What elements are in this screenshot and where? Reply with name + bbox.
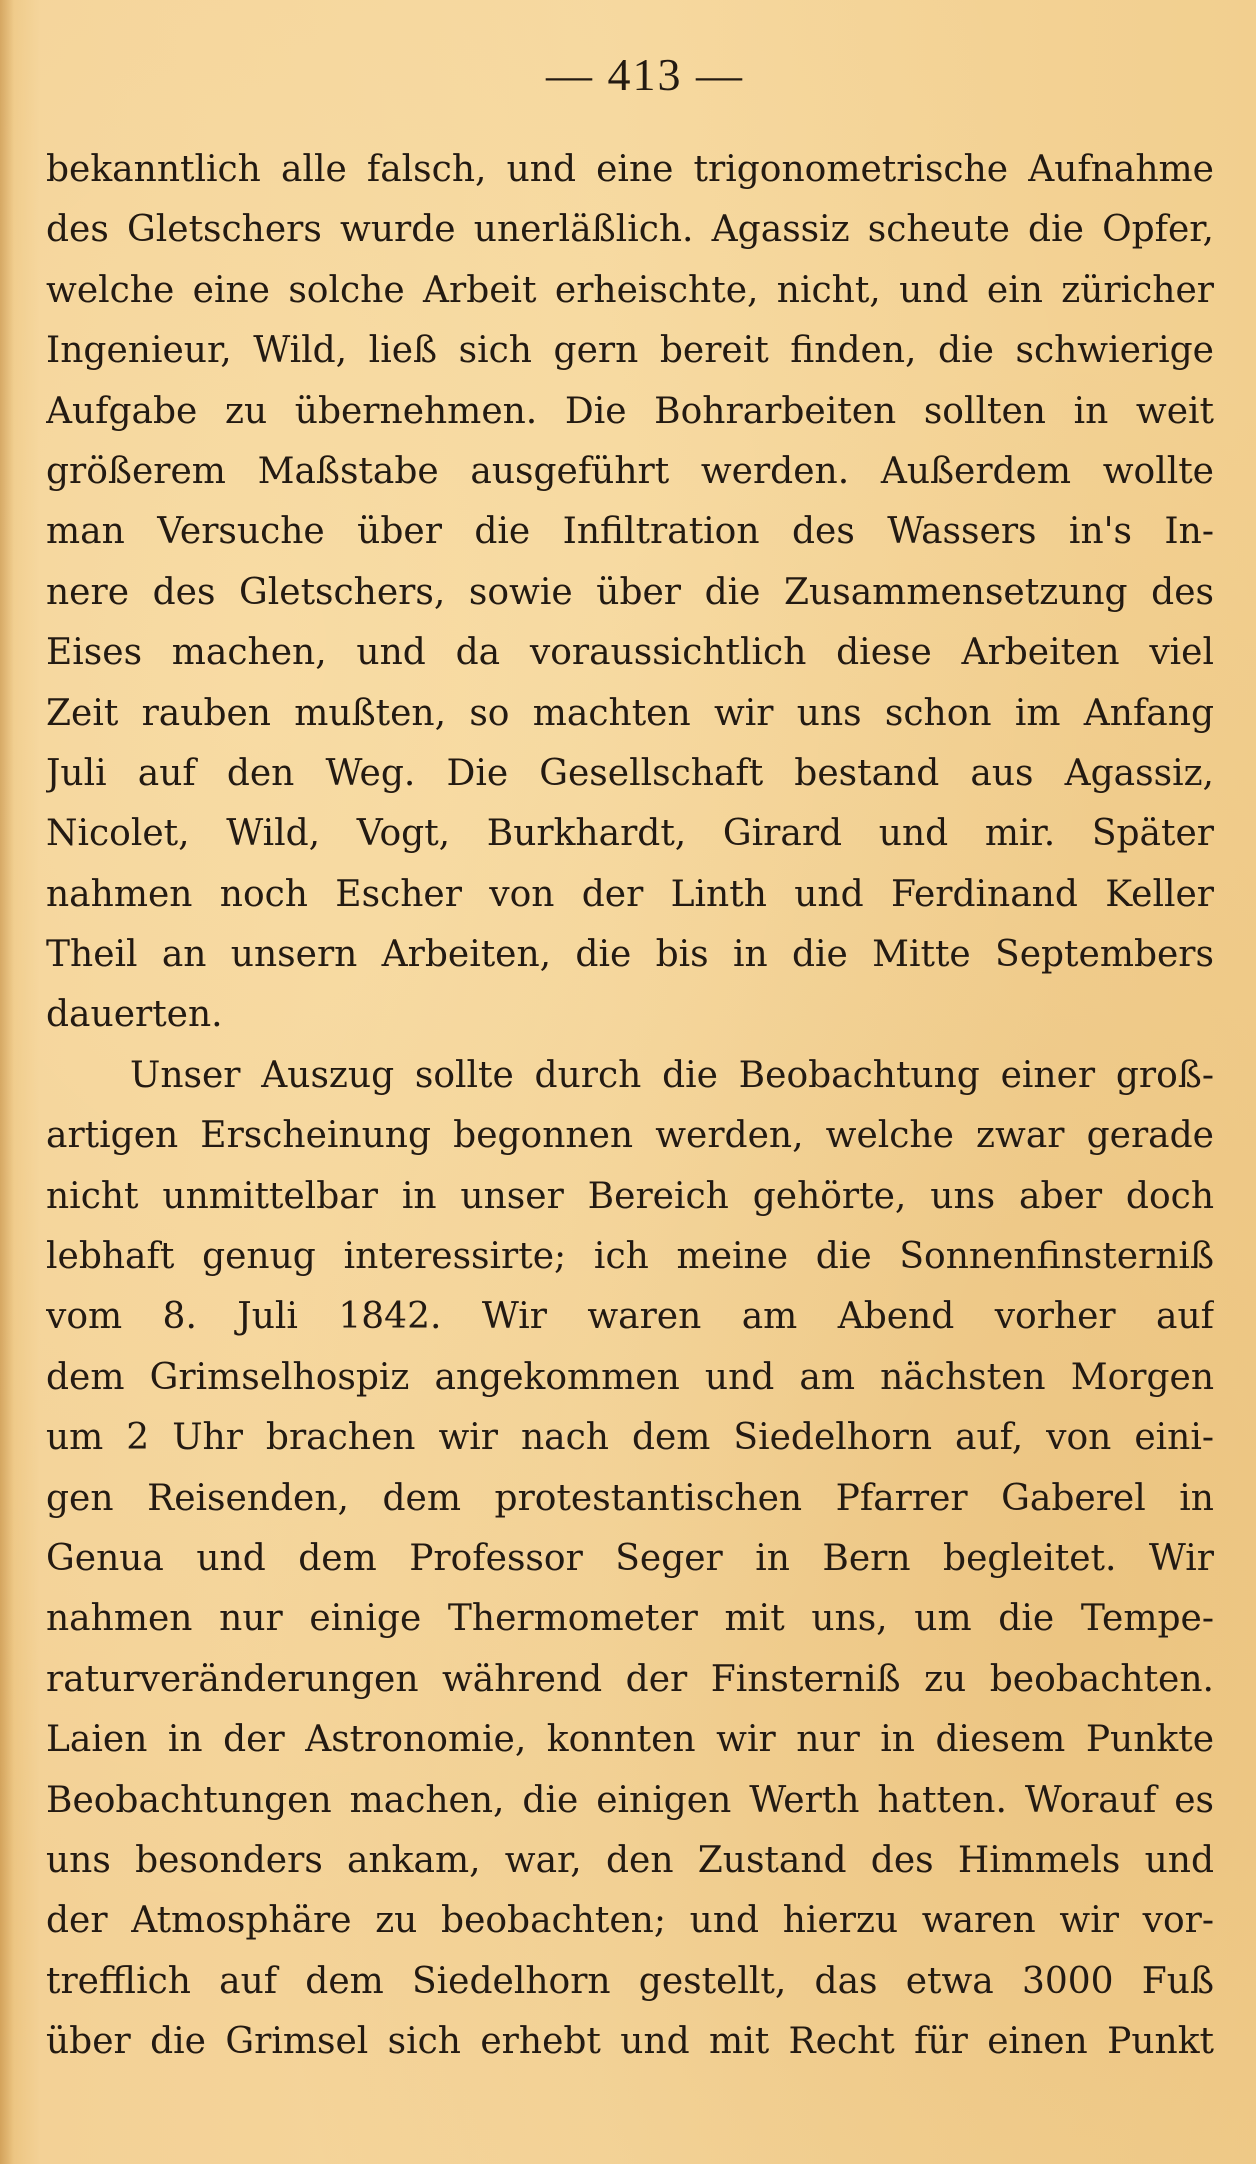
- text-line: Zeit rauben mußten, so machten wir uns schon im Anfang: [46, 692, 1214, 734]
- text-line: Ingenieur, Wild, ließ sich gern bereit finden, die schwierige: [46, 330, 1214, 372]
- text-line: um 2 Uhr brachen wir nach dem Siedelhorn auf, von eini-: [46, 1417, 1214, 1459]
- text-line: nahmen nur einige Thermometer mit uns, um die Tempe-: [46, 1598, 1214, 1640]
- text-line: lebhaft genug interessirte; ich meine die Sonnenfinsterniß: [46, 1236, 1214, 1278]
- text-line: Nicolet, Wild, Vogt, Burkhardt, Girard und mir. Später: [46, 813, 1214, 855]
- text-line: man Versuche über die Infiltration des Wassers in's In-: [46, 511, 1214, 553]
- text-line: nere des Gletschers, sowie über die Zusammensetzung des: [46, 571, 1214, 613]
- text-line: uns besonders ankam, war, den Zustand des Himmels und: [46, 1839, 1214, 1881]
- text-line: dem Grimselhospiz angekommen und am nächsten Morgen: [46, 1356, 1214, 1398]
- text-line: vom 8. Juli 1842. Wir waren am Abend vorher auf: [46, 1296, 1214, 1338]
- text-line: Aufgabe zu übernehmen. Die Bohrarbeiten sollten in weit: [46, 390, 1214, 432]
- text-line: der Atmosphäre zu beobachten; und hierzu waren wir vor-: [46, 1900, 1214, 1942]
- text-line: nicht unmittelbar in unser Bereich gehörte, uns aber doch: [46, 1175, 1214, 1217]
- text-line: Eises machen, und da voraussichtlich diese Arbeiten viel: [46, 632, 1214, 674]
- text-line: gen Reisenden, dem protestantischen Pfarrer Gaberel in: [46, 1477, 1214, 1519]
- text-line: raturveränderungen während der Finsterniß zu beobachten.: [46, 1658, 1214, 1700]
- text-line: Theil an unsern Arbeiten, die bis in die Mitte Septembers: [46, 934, 1214, 976]
- text-line: des Gletschers wurde unerläßlich. Agassiz scheute die Opfer,: [46, 209, 1214, 251]
- text-line: Unser Auszug sollte durch die Beobachtung einer groß-: [130, 1054, 1214, 1096]
- text-line: bekanntlich alle falsch, und eine trigonometrische Aufnahme: [46, 149, 1214, 190]
- paragraph-1: [46, 140, 1214, 1046]
- body-text: [46, 140, 1214, 2073]
- text-line: größerem Maßstabe ausgeführt werden. Außerdem wollte: [46, 450, 1214, 492]
- text-line: Beobachtungen machen, die einigen Werth hatten. Worauf es: [46, 1779, 1214, 1821]
- page-edge-stain: [0, 0, 14, 2164]
- text-line: Genua und dem Professor Seger in Bern begleitet. Wir: [46, 1537, 1214, 1579]
- text-line: über die Grimsel sich erhebt und mit Recht für einen Punkt: [46, 2021, 1214, 2063]
- page-number: — 413 —: [546, 49, 744, 100]
- text-line: Juli auf den Weg. Die Gesellschaft bestand aus Agassiz,: [46, 752, 1214, 794]
- book-page: [46, 40, 1214, 2130]
- text-line: welche eine solche Arbeit erheischte, nicht, und ein züricher: [46, 269, 1214, 311]
- text-line: artigen Erscheinung begonnen werden, welche zwar gerade: [46, 1115, 1214, 1157]
- text-line: dauerten.: [46, 994, 223, 1036]
- text-line: Laien in der Astronomie, konnten wir nur in diesem Punkte: [46, 1719, 1214, 1761]
- text-line: trefflich auf dem Siedelhorn gestellt, das etwa 3000 Fuß: [46, 1960, 1214, 2002]
- text-line: nahmen noch Escher von der Linth und Ferdinand Keller: [46, 873, 1214, 915]
- paragraph-2: [46, 1046, 1214, 2073]
